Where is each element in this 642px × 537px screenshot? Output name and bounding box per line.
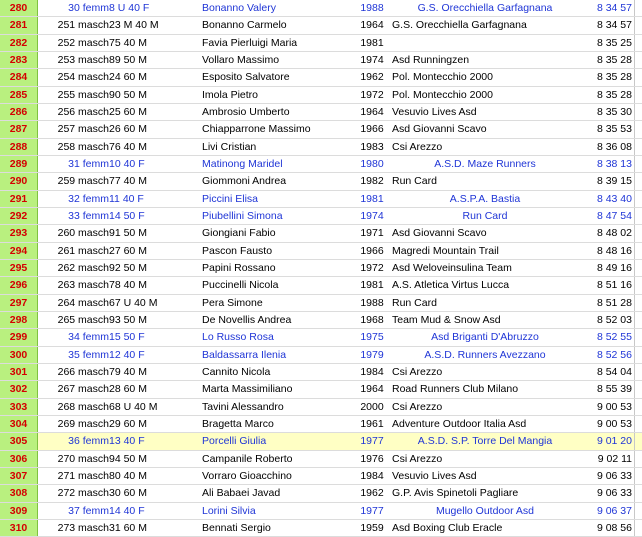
category-rank-cell: 273 masch (57, 521, 109, 534)
category-rank-cell: 264 masch (57, 296, 109, 309)
birth-year-cell: 1974 (360, 53, 384, 66)
class-rank-cell: 14 50 F (109, 209, 145, 222)
class-rank-cell: 80 40 M (109, 469, 147, 482)
category-rank-cell: 257 masch (57, 123, 109, 136)
team-cell: Pol. Montecchio 2000 (392, 71, 493, 84)
class-rank-cell: 91 50 M (109, 227, 147, 240)
finish-time-cell: 8 34 57 (596, 2, 632, 14)
category-rank-cell: 31 femm (68, 157, 109, 170)
birth-year-cell: 1964 (360, 19, 384, 32)
category-rank-cell: 261 masch (57, 244, 109, 257)
position-cell: 299 (0, 329, 38, 345)
team-cell: A.S.D. S.P. Torre Del Mangia (417, 435, 553, 448)
team-cell: G.S. Orecchiella Garfagnana (392, 19, 527, 32)
position-cell: 286 (0, 104, 38, 120)
class-rank-cell: 68 U 40 M (109, 400, 158, 413)
finish-time-cell: 9 06 37 (596, 504, 632, 517)
athlete-name-cell: Porcelli Giulia (202, 435, 267, 448)
athlete-name-cell: De Novellis Andrea (202, 313, 292, 326)
athlete-name-cell: Pera Simone (202, 296, 263, 309)
empty-cell (634, 295, 642, 311)
athlete-name-cell: Favia Pierluigi Maria (202, 36, 298, 49)
class-rank-cell: 23 M 40 M (109, 19, 159, 32)
empty-cell (634, 52, 642, 68)
position-cell: 303 (0, 399, 38, 415)
empty-cell (634, 260, 642, 276)
table-row[interactable] (0, 416, 642, 433)
birth-year-cell: 1981 (360, 36, 384, 49)
table-row[interactable] (0, 139, 642, 156)
position-cell: 310 (0, 520, 38, 536)
athlete-name-cell: Bennati Sergio (202, 521, 271, 534)
team-cell: Vesuvio Lives Asd (392, 105, 477, 118)
birth-year-cell: 1981 (360, 279, 384, 292)
team-cell: Run Card (392, 296, 437, 309)
birth-year-cell: 1959 (360, 521, 384, 534)
empty-cell (634, 399, 642, 415)
athlete-name-cell: Piccini Elisa (202, 192, 259, 205)
finish-time-cell: 8 39 15 (596, 175, 632, 188)
athlete-name-cell: Baldassarra Ilenia (202, 348, 287, 361)
athlete-name-cell: Imola Pietro (202, 88, 259, 101)
position-cell: 309 (0, 503, 38, 519)
position-cell: 304 (0, 416, 38, 432)
birth-year-cell: 1961 (360, 417, 384, 430)
birth-year-cell: 1966 (360, 123, 384, 136)
position-cell: 293 (0, 225, 38, 241)
empty-cell (634, 503, 642, 519)
table-row[interactable] (0, 243, 642, 260)
finish-time-cell: 8 35 28 (596, 53, 632, 66)
finish-time-cell: 8 48 02 (596, 227, 632, 240)
athlete-name-cell: Cannito Nicola (202, 365, 271, 378)
position-cell: 294 (0, 243, 38, 259)
athlete-name-cell: Campanile Roberto (202, 452, 293, 465)
team-cell: Asd Boxing Club Eracle (392, 521, 503, 534)
finish-time-cell: 9 08 56 (596, 521, 632, 534)
class-rank-cell: 30 60 M (109, 487, 147, 500)
birth-year-cell: 1966 (360, 244, 384, 257)
category-rank-cell: 251 masch (57, 19, 109, 32)
birth-year-cell: 1968 (360, 313, 384, 326)
table-row[interactable] (0, 433, 642, 450)
empty-cell (634, 0, 642, 16)
empty-cell (634, 191, 642, 207)
empty-cell (634, 243, 642, 259)
birth-year-cell: 1984 (360, 469, 384, 482)
table-row[interactable] (0, 191, 642, 208)
athlete-name-cell: Chiapparrone Massimo (202, 123, 311, 136)
table-row[interactable] (0, 364, 642, 381)
team-cell: Adventure Outdoor Italia Asd (392, 417, 527, 430)
category-rank-cell: 34 femm (68, 331, 109, 344)
finish-time-cell: 8 51 16 (596, 279, 632, 292)
team-cell: Csi Arezzo (392, 140, 443, 153)
empty-cell (634, 520, 642, 536)
empty-cell (634, 139, 642, 155)
athlete-name-cell: Piubellini Simona (202, 209, 283, 222)
birth-year-cell: 1964 (360, 105, 384, 118)
empty-cell (634, 485, 642, 501)
finish-time-cell: 9 00 53 (596, 400, 632, 413)
team-cell: G.P. Avis Spinetoli Pagliare (392, 487, 519, 500)
class-rank-cell: 78 40 M (109, 279, 147, 292)
finish-time-cell: 9 06 33 (596, 487, 632, 500)
finish-time-cell: 8 34 57 (596, 19, 632, 32)
position-cell: 301 (0, 364, 38, 380)
team-cell: A.S.D. Runners Avezzano (424, 348, 546, 361)
table-row[interactable] (0, 0, 642, 17)
table-row[interactable] (0, 87, 642, 104)
team-cell: A.S.D. Maze Runners (434, 157, 536, 170)
athlete-name-cell: Puccinelli Nicola (202, 279, 279, 292)
class-rank-cell: 89 50 M (109, 53, 147, 66)
table-row[interactable] (0, 503, 642, 520)
birth-year-cell: 1979 (360, 348, 384, 361)
finish-time-cell: 8 35 30 (596, 105, 632, 118)
finish-time-cell: 8 54 04 (596, 365, 632, 378)
table-row[interactable] (0, 347, 642, 364)
finish-time-cell: 8 52 55 (596, 331, 632, 344)
athlete-name-cell: Tavini Alessandro (202, 400, 284, 413)
class-rank-cell: 31 60 M (109, 521, 147, 534)
finish-time-cell: 8 35 53 (596, 123, 632, 136)
athlete-name-cell: Vorraro Gioacchino (202, 469, 292, 482)
athlete-name-cell: Giongiani Fabio (202, 227, 276, 240)
class-rank-cell: 29 60 M (109, 417, 147, 430)
class-rank-cell: 14 40 F (109, 504, 145, 517)
table-row[interactable] (0, 451, 642, 468)
athlete-name-cell: Bonanno Carmelo (202, 19, 287, 32)
team-cell: Road Runners Club Milano (392, 383, 519, 396)
finish-time-cell: 9 00 53 (596, 417, 632, 430)
athlete-name-cell: Esposito Salvatore (202, 71, 290, 84)
position-cell: 295 (0, 260, 38, 276)
finish-time-cell: 8 51 28 (596, 296, 632, 309)
birth-year-cell: 1964 (360, 383, 384, 396)
birth-year-cell: 1962 (360, 487, 384, 500)
category-rank-cell: 272 masch (57, 487, 109, 500)
finish-time-cell: 9 06 33 (596, 469, 632, 482)
empty-cell (634, 329, 642, 345)
class-rank-cell: 92 50 M (109, 261, 147, 274)
category-rank-cell: 252 masch (57, 36, 109, 49)
empty-cell (634, 121, 642, 137)
category-rank-cell: 33 femm (68, 209, 109, 222)
birth-year-cell: 1972 (360, 88, 384, 101)
table-row[interactable] (0, 69, 642, 86)
finish-time-cell: 8 48 16 (596, 244, 632, 257)
category-rank-cell: 260 masch (57, 227, 109, 240)
finish-time-cell: 8 47 54 (596, 209, 632, 222)
empty-cell (634, 416, 642, 432)
category-rank-cell: 271 masch (57, 469, 109, 482)
table-row[interactable] (0, 312, 642, 329)
table-row[interactable] (0, 520, 642, 537)
class-rank-cell: 94 50 M (109, 452, 147, 465)
table-row[interactable] (0, 468, 642, 485)
class-rank-cell: 8 U 40 F (109, 2, 150, 14)
team-cell: Asd Briganti D'Abruzzo (431, 331, 539, 344)
team-cell: Run Card (462, 209, 508, 222)
category-rank-cell: 36 femm (68, 435, 109, 448)
table-row[interactable] (0, 399, 642, 416)
category-rank-cell: 268 masch (57, 400, 109, 413)
birth-year-cell: 1974 (360, 209, 384, 222)
birth-year-cell: 1981 (360, 192, 384, 205)
table-row[interactable] (0, 277, 642, 294)
position-cell: 285 (0, 87, 38, 103)
birth-year-cell: 2000 (360, 400, 384, 413)
category-rank-cell: 37 femm (68, 504, 109, 517)
team-cell: A.S. Atletica Virtus Lucca (392, 279, 510, 292)
class-rank-cell: 75 40 M (109, 36, 147, 49)
finish-time-cell: 8 36 08 (596, 140, 632, 153)
team-cell: Csi Arezzo (392, 365, 443, 378)
class-rank-cell: 15 50 F (109, 331, 145, 344)
empty-cell (634, 208, 642, 224)
team-cell: Asd Giovanni Scavo (392, 227, 487, 240)
birth-year-cell: 1976 (360, 452, 384, 465)
position-cell: 306 (0, 451, 38, 467)
category-rank-cell: 259 masch (57, 175, 109, 188)
table-row[interactable] (0, 173, 642, 190)
category-rank-cell: 270 masch (57, 452, 109, 465)
position-cell: 296 (0, 277, 38, 293)
category-rank-cell: 255 masch (57, 88, 109, 101)
category-rank-cell: 30 femm (68, 2, 109, 14)
table-row[interactable] (0, 104, 642, 121)
table-row[interactable] (0, 295, 642, 312)
position-cell: 305 (0, 433, 38, 449)
birth-year-cell: 1988 (360, 296, 384, 309)
class-rank-cell: 10 40 F (109, 157, 145, 170)
class-rank-cell: 12 40 F (109, 348, 145, 361)
athlete-name-cell: Pascon Fausto (202, 244, 273, 257)
athlete-name-cell: Lo Russo Rosa (202, 331, 274, 344)
birth-year-cell: 1983 (360, 140, 384, 153)
team-cell: Team Mud & Snow Asd (392, 313, 501, 326)
team-cell: Pol. Montecchio 2000 (392, 88, 493, 101)
position-cell: 287 (0, 121, 38, 137)
class-rank-cell: 90 50 M (109, 88, 147, 101)
finish-time-cell: 8 49 16 (596, 261, 632, 274)
birth-year-cell: 1972 (360, 261, 384, 274)
athlete-name-cell: Bragetta Marco (202, 417, 274, 430)
position-cell: 283 (0, 52, 38, 68)
category-rank-cell: 266 masch (57, 365, 109, 378)
class-rank-cell: 27 60 M (109, 244, 147, 257)
category-rank-cell: 258 masch (57, 140, 109, 153)
position-cell: 292 (0, 208, 38, 224)
birth-year-cell: 1975 (360, 331, 384, 344)
empty-cell (634, 173, 642, 189)
finish-time-cell: 8 43 40 (596, 192, 632, 205)
finish-time-cell: 9 02 11 (597, 452, 632, 465)
position-cell: 297 (0, 295, 38, 311)
table-row[interactable] (0, 208, 642, 225)
class-rank-cell: 77 40 M (109, 175, 147, 188)
team-cell: Asd Runningzen (392, 53, 470, 66)
position-cell: 281 (0, 17, 38, 33)
category-rank-cell: 253 masch (57, 53, 109, 66)
empty-cell (634, 433, 642, 449)
empty-cell (634, 381, 642, 397)
athlete-name-cell: Matinong Maridel (202, 157, 283, 170)
birth-year-cell: 1988 (360, 2, 384, 14)
team-cell: Asd Giovanni Scavo (392, 123, 487, 136)
category-rank-cell: 256 masch (57, 105, 109, 118)
athlete-name-cell: Vollaro Massimo (202, 53, 280, 66)
finish-time-cell: 8 38 13 (596, 157, 632, 170)
team-cell: Magredi Mountain Trail (392, 244, 499, 257)
empty-cell (634, 277, 642, 293)
team-cell: Vesuvio Lives Asd (392, 469, 477, 482)
birth-year-cell: 1977 (360, 504, 384, 517)
athlete-name-cell: Papini Rossano (202, 261, 276, 274)
class-rank-cell: 28 60 M (109, 383, 147, 396)
team-cell: Csi Arezzo (392, 452, 443, 465)
birth-year-cell: 1977 (360, 435, 384, 448)
empty-cell (634, 451, 642, 467)
table-row[interactable] (0, 485, 642, 502)
empty-cell (634, 312, 642, 328)
position-cell: 307 (0, 468, 38, 484)
category-rank-cell: 254 masch (57, 71, 109, 84)
position-cell: 280 (0, 0, 38, 16)
birth-year-cell: 1982 (360, 175, 384, 188)
birth-year-cell: 1984 (360, 365, 384, 378)
position-cell: 289 (0, 156, 38, 172)
class-rank-cell: 13 40 F (109, 435, 145, 448)
empty-cell (634, 364, 642, 380)
category-rank-cell: 265 masch (57, 313, 109, 326)
table-row[interactable] (0, 156, 642, 173)
class-rank-cell: 93 50 M (109, 313, 147, 326)
finish-time-cell: 8 55 39 (596, 383, 632, 396)
finish-time-cell: 8 52 03 (596, 313, 632, 326)
table-row[interactable] (0, 17, 642, 34)
table-row[interactable] (0, 329, 642, 346)
athlete-name-cell: Marta Massimiliano (202, 383, 293, 396)
table-row[interactable] (0, 381, 642, 398)
team-cell: Csi Arezzo (392, 400, 443, 413)
team-cell: Asd Weloveinsulina Team (392, 261, 512, 274)
athlete-name-cell: Ali Babaei Javad (202, 487, 281, 500)
team-cell: G.S. Orecchiella Garfagnana (417, 2, 553, 14)
category-rank-cell: 262 masch (57, 261, 109, 274)
class-rank-cell: 67 U 40 M (109, 296, 158, 309)
athlete-name-cell: Giommoni Andrea (202, 175, 287, 188)
table-row[interactable] (0, 121, 642, 138)
empty-cell (634, 156, 642, 172)
position-cell: 298 (0, 312, 38, 328)
empty-cell (634, 69, 642, 85)
class-rank-cell: 25 60 M (109, 105, 147, 118)
empty-cell (634, 104, 642, 120)
athlete-name-cell: Bonanno Valery (202, 2, 276, 14)
birth-year-cell: 1980 (360, 157, 384, 170)
position-cell: 308 (0, 485, 38, 501)
empty-cell (634, 468, 642, 484)
empty-cell (634, 87, 642, 103)
empty-cell (634, 225, 642, 241)
athlete-name-cell: Ambrosio Umberto (202, 105, 290, 118)
position-cell: 284 (0, 69, 38, 85)
class-rank-cell: 26 60 M (109, 123, 147, 136)
category-rank-cell: 32 femm (68, 192, 109, 205)
class-rank-cell: 24 60 M (109, 71, 147, 84)
category-rank-cell: 269 masch (57, 417, 109, 430)
table-row[interactable] (0, 52, 642, 69)
finish-time-cell: 8 35 28 (596, 88, 632, 101)
empty-cell (634, 35, 642, 51)
finish-time-cell: 8 35 25 (596, 36, 632, 49)
team-cell (392, 35, 578, 51)
position-cell: 282 (0, 35, 38, 51)
athlete-name-cell: Lorini Silvia (202, 504, 256, 517)
finish-time-cell: 8 35 28 (596, 71, 632, 84)
team-cell: Run Card (392, 175, 437, 188)
position-cell: 300 (0, 347, 38, 363)
birth-year-cell: 1971 (360, 227, 384, 240)
team-cell: Mugello Outdoor Asd (435, 504, 535, 517)
finish-time-cell: 9 01 20 (596, 435, 632, 448)
category-rank-cell: 35 femm (68, 348, 109, 361)
table-row[interactable] (0, 260, 642, 277)
athlete-name-cell: Livi Cristian (202, 140, 257, 153)
position-cell: 290 (0, 173, 38, 189)
position-cell: 291 (0, 191, 38, 207)
category-rank-cell: 263 masch (57, 279, 109, 292)
finish-time-cell: 8 52 56 (596, 348, 632, 361)
table-row[interactable] (0, 35, 642, 52)
class-rank-cell: 11 40 F (109, 192, 144, 205)
table-row[interactable] (0, 225, 642, 242)
empty-cell (634, 17, 642, 33)
class-rank-cell: 79 40 M (109, 365, 147, 378)
position-cell: 288 (0, 139, 38, 155)
category-rank-cell: 267 masch (57, 383, 109, 396)
empty-cell (634, 347, 642, 363)
team-cell: A.S.P.A. Bastia (449, 192, 521, 205)
birth-year-cell: 1962 (360, 71, 384, 84)
position-cell: 302 (0, 381, 38, 397)
class-rank-cell: 76 40 M (109, 140, 147, 153)
